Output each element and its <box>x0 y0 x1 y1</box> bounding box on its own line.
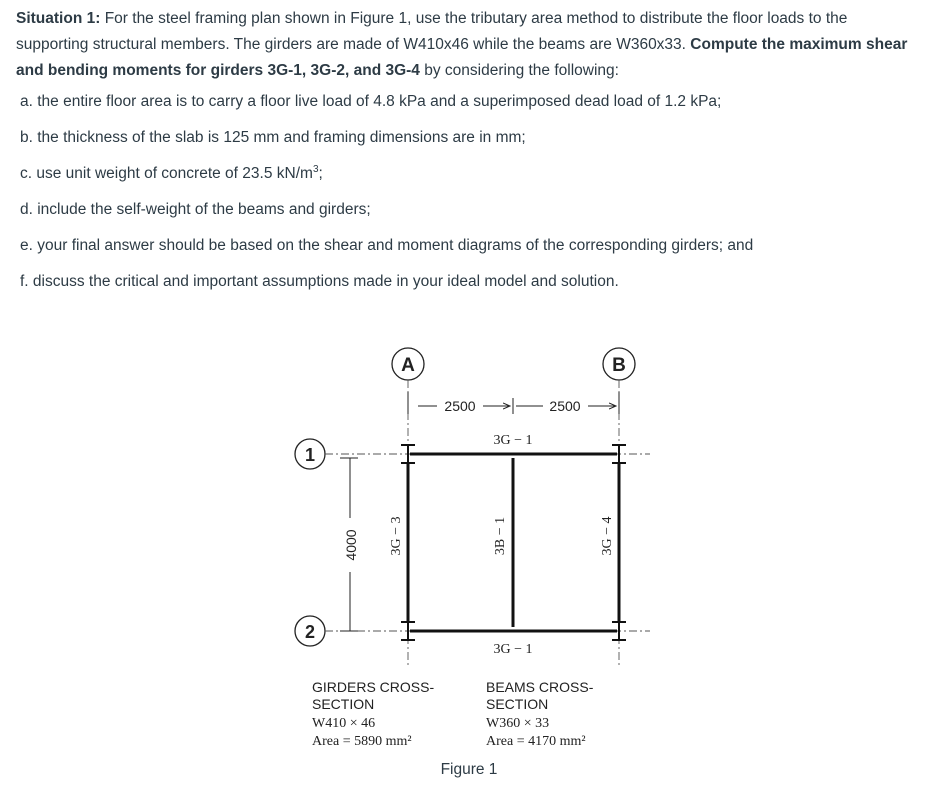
task-text: Compute the maximum shear and bending moments for girders 3G-1, 3G-2, and 3G-4 <box>16 36 908 79</box>
dim-right: 2500 <box>549 398 581 414</box>
girders-area: Area = 5890 mm² <box>312 734 412 749</box>
girders-title-1: GIRDERS CROSS- <box>312 679 435 695</box>
item-c-suffix: ; <box>318 165 323 182</box>
beams-section-note <box>486 679 594 749</box>
item-e: e. your final answer should be based on the shear and moment diagrams of the corresponding girders; and <box>20 237 754 254</box>
figure-caption: Figure 1 <box>440 761 498 778</box>
item-b: b. the thickness of the slab is 125 mm and framing dimensions are in mm; <box>20 129 526 146</box>
item-c-superscript: 3 <box>312 164 319 175</box>
label-left-girder: 3G − 3 <box>389 516 404 556</box>
grid-bubble-a <box>392 348 424 380</box>
intro-text: For the steel framing plan shown in Figure 1, use the tributary area method to distribute the floor loads to the supporting structural members. The girders are made of W410x46 while the beams are W360x33. <box>16 10 848 53</box>
beams-area: Area = 4170 mm² <box>486 734 586 749</box>
label-right-girder: 3G − 4 <box>600 516 615 556</box>
girders-section-note <box>312 679 434 749</box>
girders-title-2: SECTION <box>312 696 375 712</box>
grid-label-2: 2 <box>304 622 316 642</box>
grid-label-a: A <box>401 355 415 376</box>
dim-vertical: 4000 <box>343 529 359 561</box>
situation-label: Situation 1: <box>16 10 101 27</box>
label-top-girder: 3G − 1 <box>493 433 533 448</box>
label-center-beam: 3B − 1 <box>493 516 508 556</box>
grid-bubble-b <box>603 348 635 380</box>
grid-label-1: 1 <box>304 445 316 465</box>
item-a: a. the entire floor area is to carry a floor live load of 4.8 kPa and a superimposed dead load of 1.2 kPa; <box>20 93 722 110</box>
grid-label-b: B <box>612 355 626 376</box>
grid-bubble-2 <box>295 616 325 646</box>
grid-bubble-1 <box>295 439 325 469</box>
intro-end: by considering the following: <box>424 62 619 79</box>
item-d: d. include the self-weight of the beams and girders; <box>20 201 371 218</box>
label-bottom-girder: 3G − 1 <box>493 642 533 657</box>
beams-title-1: BEAMS CROSS- <box>486 679 594 695</box>
beams-title-2: SECTION <box>486 696 549 712</box>
top-dimension <box>408 392 619 414</box>
item-f: f. discuss the critical and important assumptions made in your ideal model and solution. <box>20 273 619 290</box>
framing-members <box>408 454 619 631</box>
dim-left: 2500 <box>444 398 476 414</box>
item-c-text: c. use unit weight of concrete of 23.5 kN/m <box>20 165 313 182</box>
beams-shape: W360 × 33 <box>486 716 550 731</box>
left-dimension <box>340 458 359 631</box>
girders-shape: W410 × 46 <box>312 716 376 731</box>
